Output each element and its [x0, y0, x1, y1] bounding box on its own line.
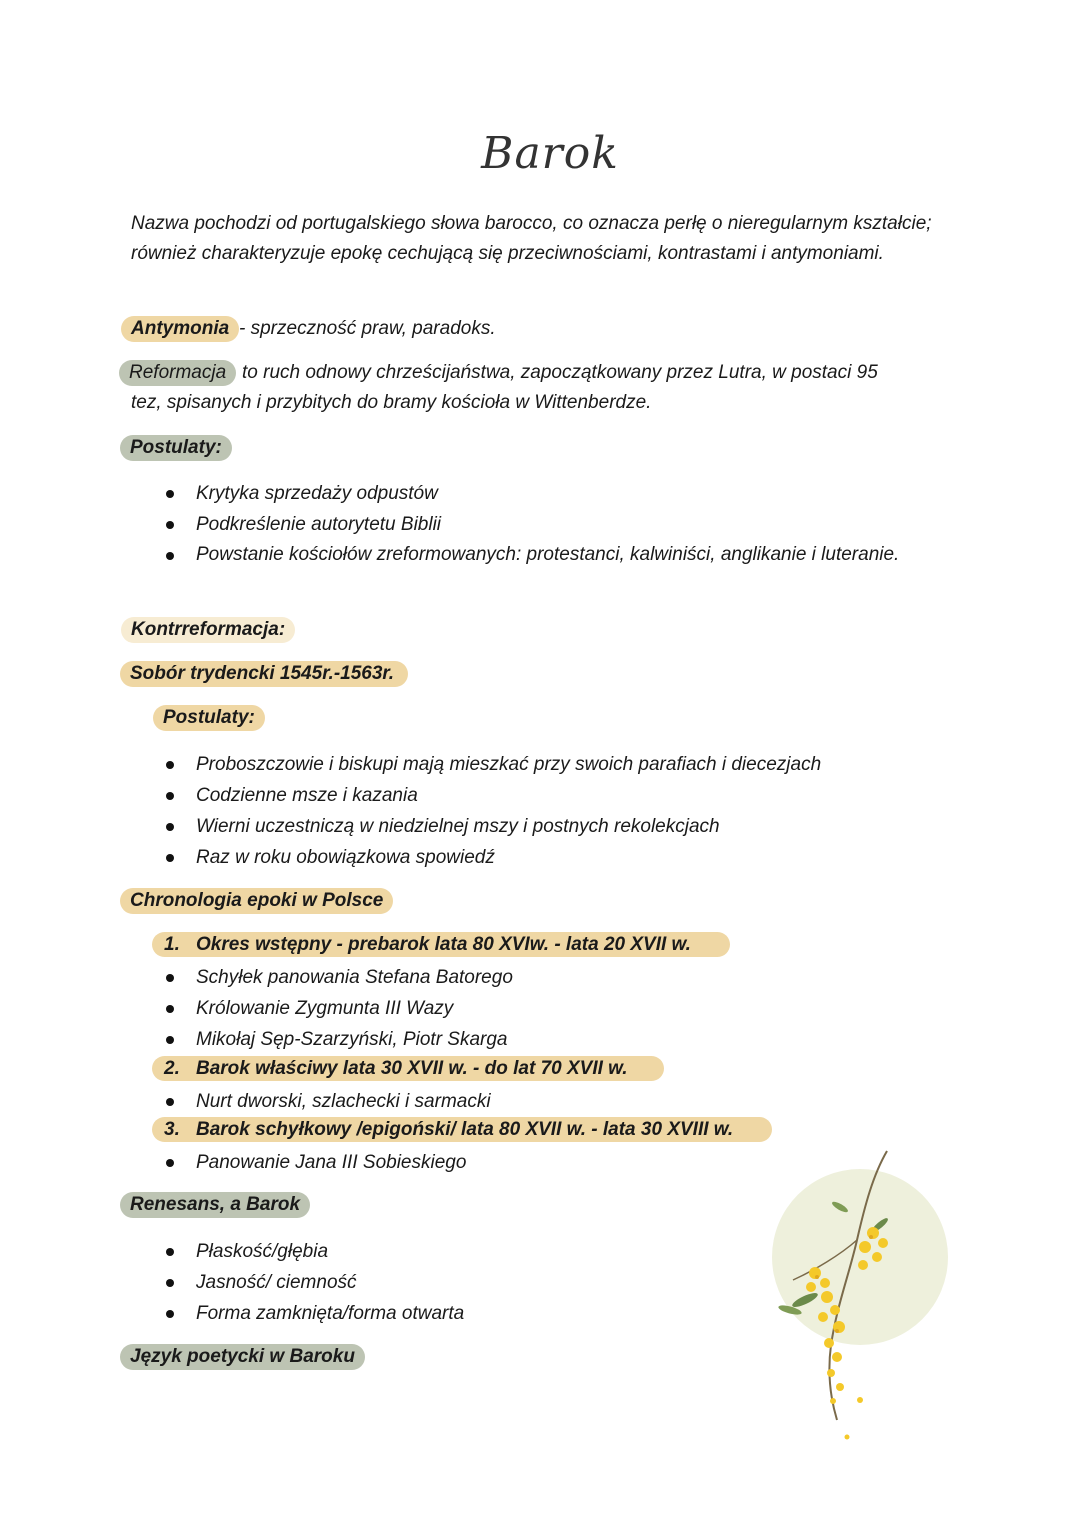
sobor-heading: Sobór trydencki 1545r.-1563r.	[120, 661, 408, 687]
bullet-icon	[166, 1310, 174, 1318]
period-number: 2.	[164, 1058, 180, 1079]
jezyk-heading: Język poetycki w Baroku	[120, 1344, 365, 1370]
bullet-icon	[166, 1279, 174, 1287]
intro-paragraph: Nazwa pochodzi od portugalskiego słowa barocco, co oznacza perłę o nieregularnym kształcie; również charakteryzuje epokę cechującą się przeciwnościami, kontrastami i antymoniami.	[131, 213, 932, 264]
antymonia-definition: - sprzeczność praw, paradoks.	[239, 318, 496, 339]
page-title: Barok	[481, 128, 619, 179]
chronologia-heading: Chronologia epoki w Polsce	[120, 888, 393, 914]
reformacja-postulaty-heading: Postulaty:	[120, 435, 232, 461]
kontrreformacja-heading: Kontrreformacja:	[121, 617, 295, 643]
bullet-icon	[166, 974, 174, 982]
reformacja-term: Reformacja	[119, 360, 236, 386]
reformacja-line1: to ruch odnowy chrześcijaństwa, zapoczątkowany przez Lutra, w postaci 95	[242, 362, 878, 383]
bullet-icon	[166, 761, 174, 769]
period-3-bar	[152, 1117, 772, 1142]
bullet-icon	[166, 1098, 174, 1106]
period-1-bar	[152, 932, 730, 957]
sobor-postulaty-heading: Postulaty:	[153, 705, 265, 731]
bullet-icon	[166, 823, 174, 831]
bullet-icon	[166, 552, 174, 560]
reformacja-line2: tez, spisanych i przybitych do bramy kościoła w Wittenberdze.	[131, 392, 652, 413]
flower-branch-icon	[745, 1145, 985, 1445]
period-label: Okres wstępny - prebarok lata 80 XVIw. - lata 20 XVII w.	[196, 934, 691, 955]
bullet-icon	[166, 854, 174, 862]
bullet-icon	[166, 1159, 174, 1167]
period-label: Barok schyłkowy /epigoński/ lata 80 XVII w. - lata 30 XVIII w.	[196, 1119, 734, 1140]
period-number: 1.	[164, 934, 180, 955]
period-label: Barok właściwy lata 30 XVII w. - do lat 70 XVII w.	[196, 1058, 628, 1079]
bullet-icon	[166, 1248, 174, 1256]
bullet-icon	[166, 490, 174, 498]
antymonia-term: Antymonia	[121, 316, 239, 342]
bullet-icon	[166, 1005, 174, 1013]
bullet-icon	[166, 1036, 174, 1044]
bullet-icon	[166, 521, 174, 529]
period-2-bar	[152, 1056, 664, 1081]
period-number: 3.	[164, 1119, 180, 1140]
renesans-barok-heading: Renesans, a Barok	[120, 1192, 310, 1218]
bullet-icon	[166, 792, 174, 800]
